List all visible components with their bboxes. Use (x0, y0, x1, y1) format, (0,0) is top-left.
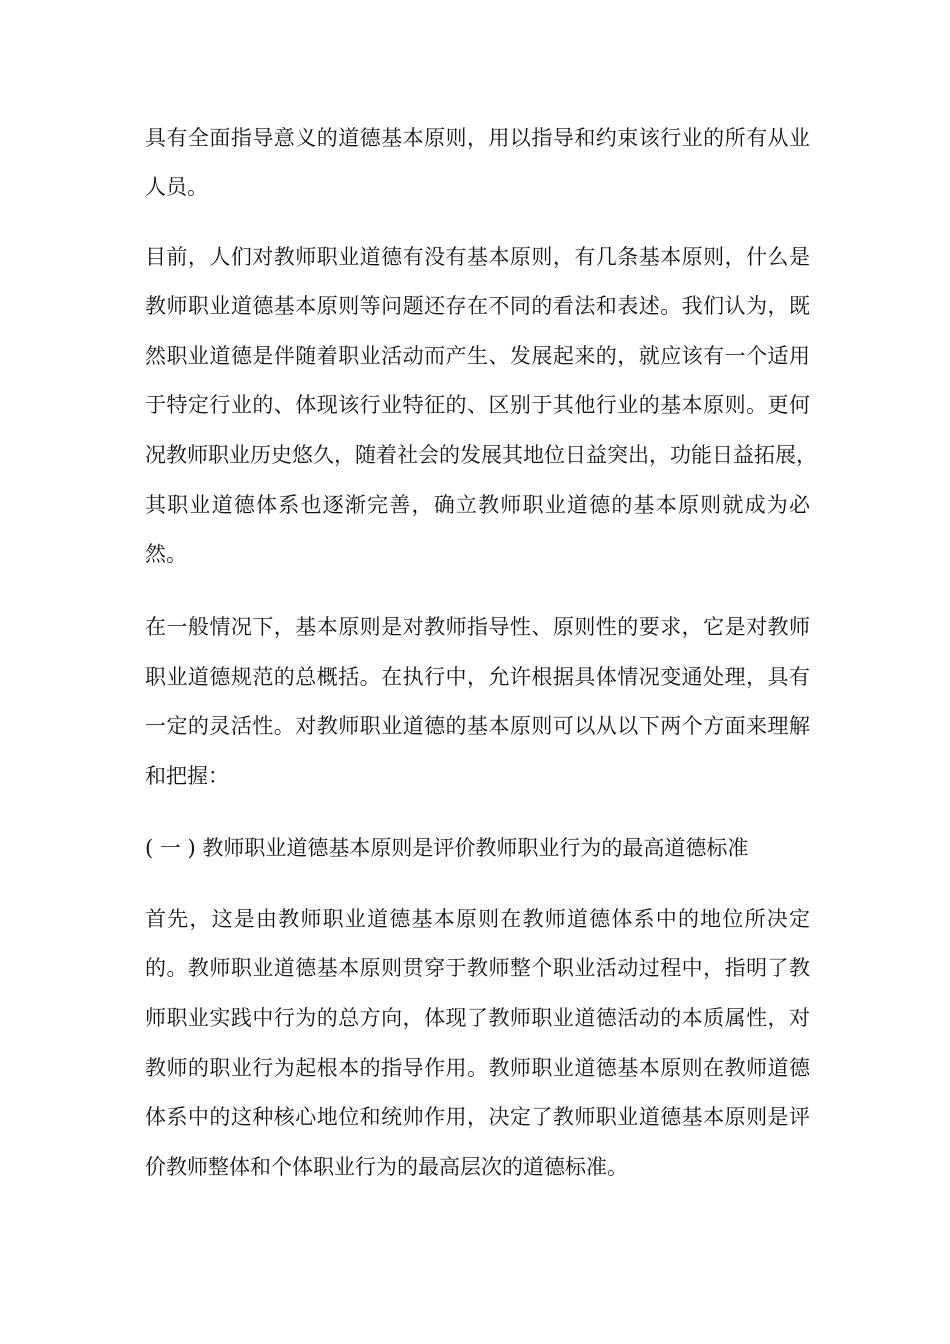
text-line: 和把握： (145, 764, 229, 788)
text-line: 在一般情况下，基本原则是对教师指导性、原则性的要求，它是对教师 (145, 615, 810, 639)
text-line: 教师的职业行为起根本的指导作用。教师职业道德基本原则在教师道德 (145, 1056, 810, 1080)
text-line: 教师职业道德基本原则等问题还存在不同的看法和表述。我们认为，既 (145, 294, 810, 318)
text-line: 价教师整体和个体职业行为的最高层次的道德标准。 (145, 1155, 628, 1179)
text-line: 于特定行业的、体现该行业特征的、区别于其他行业的基本原则。更何 (145, 393, 810, 417)
text-line: 一定的灵活性。对教师职业道德的基本原则可以从以下两个方面来理解 (145, 714, 810, 738)
text-line: 然。 (145, 542, 187, 566)
text-line: 其职业道德体系也逐渐完善，确立教师职业道德的基本原则就成为必 (145, 493, 810, 517)
text-line: 师职业实践中行为的总方向，体现了教师职业道德活动的本质属性，对 (145, 1006, 810, 1030)
section-heading: ( 一 ) 教师职业道德基本原则是评价教师职业行为的最高道德标准 (145, 836, 749, 860)
text-line: 职业道德规范的总概括。在执行中，允许根据具体情况变通处理，具有 (145, 665, 810, 689)
text-line: 体系中的这种核心地位和统帅作用，决定了教师职业道德基本原则是评 (145, 1105, 810, 1129)
text-line: 人员。 (145, 175, 208, 199)
text-line: 的。教师职业道德基本原则贯穿于教师整个职业活动过程中，指明了教 (145, 956, 810, 980)
text-line: 首先，这是由教师职业道德基本原则在教师道德体系中的地位所决定 (145, 907, 810, 931)
text-line: 目前，人们对教师职业道德有没有基本原则，有几条基本原则，什么是 (145, 245, 810, 269)
text-line: 然职业道德是伴随着职业活动而产生、发展起来的，就应该有一个适用 (145, 344, 810, 368)
text-line: 具有全面指导意义的道德基本原则，用以指导和约束该行业的所有从业 (145, 126, 810, 150)
text-line: 况教师职业历史悠久，随着社会的发展其地位日益突出，功能日益拓展， (145, 443, 817, 467)
